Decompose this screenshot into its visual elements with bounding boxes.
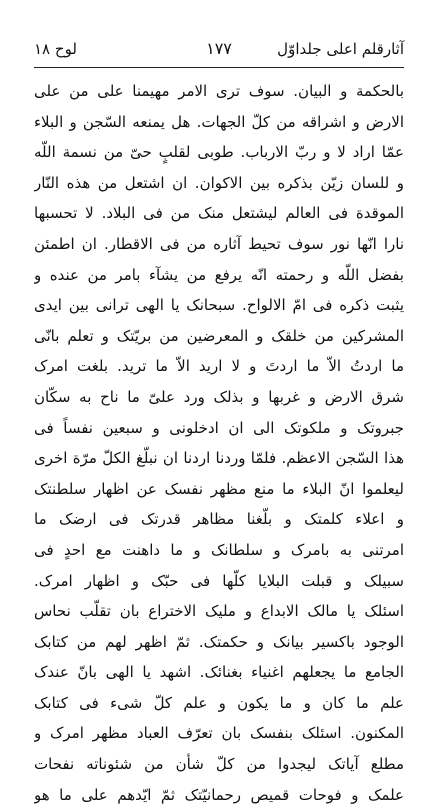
text-line: شرق الارض و غربها و بذلک ورد علیّ ما ناح به سکّان <box>34 387 404 406</box>
text-line: المشرکین من خلقک و المعرضین من بریّتک و تعلم بانّی <box>34 326 404 345</box>
body-text <box>34 76 404 810</box>
page-header <box>34 38 404 64</box>
text-line: الارض و اشراقه من کلّ الجهات. هل یمنعه السّجن و البلاء <box>34 112 404 131</box>
text-line: علمک و فوحات قمیص رحمانیّتک ثمّ ایّدهم علی ما هو <box>34 785 404 804</box>
text-line: ما اردتُ الاّ ما اردتَ و لا ارید الاّ ما ترید. بلغت امرک <box>34 357 404 376</box>
header-rule <box>34 67 404 68</box>
text-line: و اعلاء کلمتک و بلّغنا مظاهر قدرتک فی ارضک ما <box>34 510 404 529</box>
text-line: بالحکمة و البیان. سوف تری الامر مهیمنا علی من علی <box>34 82 404 100</box>
text-line: امرتنی به بامرک و سلطانک و ما داهنت مع احدٍ فی <box>34 540 404 559</box>
text-line: یثبت ذکره فی امّ الالواح. سبحانک یا الهی ترانی بین ایدی <box>34 296 404 315</box>
text-line: الوجود باکسیر بیانک و حکمتک. ثمّ اظهر لهم من کتابک <box>34 632 404 651</box>
text-line: جبروتک و ملکوتک الی ان ادخلونی و سبعین نفساً فی <box>34 418 404 437</box>
text-line: الجامع ما یجعلهم اغنیاء بغنائک. اشهد یا الهی بانّ عندک <box>34 663 404 682</box>
tablet-title: لوح ۱۸ <box>34 40 77 58</box>
text-line: سبیلک و قبلت البلایا کلّها فی حبّک و اظهار امرک. <box>34 571 404 590</box>
text-line: الموقدة فی العالم لیشتعل منک من فی البلاد. لا تحسبها <box>34 204 404 223</box>
text-line: مطلع آیاتک لیجدوا من کلّ شأن من شئوناته نفحات <box>34 755 404 774</box>
text-line: هذا السّجن الاعظم. فلمّا وردنا اردنا ان نبلّغ الکلّ مرّة اخری <box>34 449 404 468</box>
text-line: علم ما کان و ما یکون و علم کلّ شیء فی کتابک <box>34 693 404 712</box>
text-line: المکنون. اسئلک بنفسک بان تعرّف العباد مظهر امرک و <box>34 724 404 743</box>
text-line: عمّا اراد لا و ربّ الارباب. طوبی لقلبٍ حیّ من نسمة اللّه <box>34 143 404 162</box>
book-title: آثارقلم اعلی جلداوّل <box>277 40 404 58</box>
text-line: اسئلک یا مالک الابداع و ملیک الاختراع بان تقلّب نحاس <box>34 602 404 621</box>
text-line: و للسان زیّن بذکره بین الاکوان. ان اشتعل من هذه النّار <box>34 173 404 192</box>
page-number: ۱۷۷ <box>206 39 232 58</box>
text-line: لیعلموا انّ البلاء ما منع مظهر نفسک عن اظهار سلطنتک <box>34 479 404 498</box>
text-line: نارا انّها نور سوف تحیط آثاره من فی الاقطار. ان اطمئن <box>34 234 404 253</box>
text-line: بفضل اللّه و رحمته انّه یرفع من یشآء بامر من عنده و <box>34 265 404 284</box>
